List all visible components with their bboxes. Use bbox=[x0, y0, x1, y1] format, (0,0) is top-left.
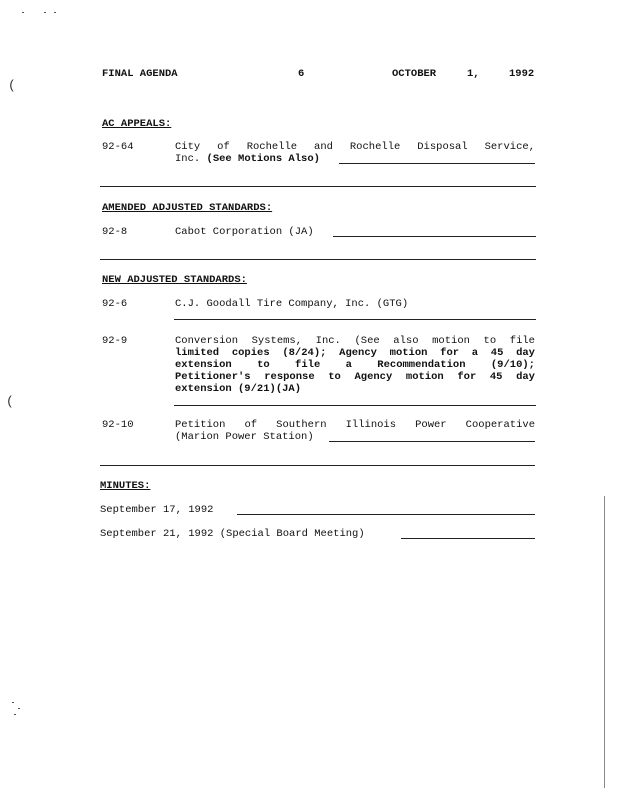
header-year: 1992 bbox=[509, 68, 535, 80]
case-title-line: limited copies (8/24); Agency motion for a 45 day bbox=[175, 347, 535, 359]
page-number: 6 bbox=[298, 68, 305, 80]
scan-mark: ( bbox=[6, 394, 14, 409]
header-day: 1, bbox=[467, 68, 480, 80]
scan-speck bbox=[44, 12, 46, 13]
case-number: 92-10 bbox=[102, 419, 134, 431]
case-number: 92-64 bbox=[102, 141, 134, 153]
scan-mark: ( bbox=[8, 78, 16, 93]
scan-speck bbox=[14, 714, 16, 715]
case-number: 92-8 bbox=[102, 226, 128, 238]
case-title: City of Rochelle and Rochelle Disposal Service, bbox=[175, 141, 535, 153]
case-title-continued: (Marion Power Station) bbox=[175, 431, 314, 443]
fill-line bbox=[401, 538, 535, 539]
minutes-heading: MINUTES: bbox=[100, 480, 151, 492]
minutes-entry: September 21, 1992 (Special Board Meeting) bbox=[100, 528, 365, 540]
agenda-title: FINAL AGENDA bbox=[102, 68, 178, 80]
see-motions-note: (See Motions Also) bbox=[206, 153, 320, 165]
case-title-line: extension (9/21)(JA) bbox=[175, 383, 302, 395]
section-divider bbox=[100, 186, 536, 187]
case-title: C.J. Goodall Tire Company, Inc. (GTG) bbox=[175, 298, 409, 310]
case-title-line: extension to file a Recommendation (9/10); bbox=[175, 359, 535, 371]
scan-edge-line bbox=[604, 496, 605, 788]
fill-line bbox=[174, 319, 536, 320]
case-title: Cabot Corporation (JA) bbox=[175, 226, 314, 238]
scan-speck bbox=[12, 702, 14, 703]
case-title-continued: Inc. (See Motions Also) bbox=[175, 153, 320, 165]
amended-adjusted-standards-heading: AMENDED ADJUSTED STANDARDS: bbox=[102, 202, 273, 214]
header-month: OCTOBER bbox=[392, 68, 437, 80]
fill-line bbox=[339, 163, 535, 164]
section-divider bbox=[100, 465, 535, 466]
ac-appeals-heading: AC APPEALS: bbox=[102, 118, 172, 130]
scan-speck bbox=[54, 12, 56, 13]
minutes-entry: September 17, 1992 bbox=[100, 504, 214, 516]
case-title: Petition of Southern Illinois Power Cooperative bbox=[175, 419, 535, 431]
case-title-line: Petitioner's response to Agency motion for 45 day bbox=[175, 371, 535, 383]
fill-line bbox=[237, 514, 535, 515]
case-number: 92-6 bbox=[102, 298, 128, 310]
case-title-line: Conversion Systems, Inc. (See also motion to file bbox=[175, 335, 535, 347]
fill-line bbox=[333, 236, 536, 237]
scan-speck bbox=[18, 708, 20, 709]
section-divider bbox=[100, 259, 536, 260]
fill-line bbox=[329, 441, 535, 442]
fill-line bbox=[174, 405, 536, 406]
case-number: 92-9 bbox=[102, 335, 128, 347]
new-adjusted-standards-heading: NEW ADJUSTED STANDARDS: bbox=[102, 274, 247, 286]
scan-speck bbox=[22, 12, 24, 13]
